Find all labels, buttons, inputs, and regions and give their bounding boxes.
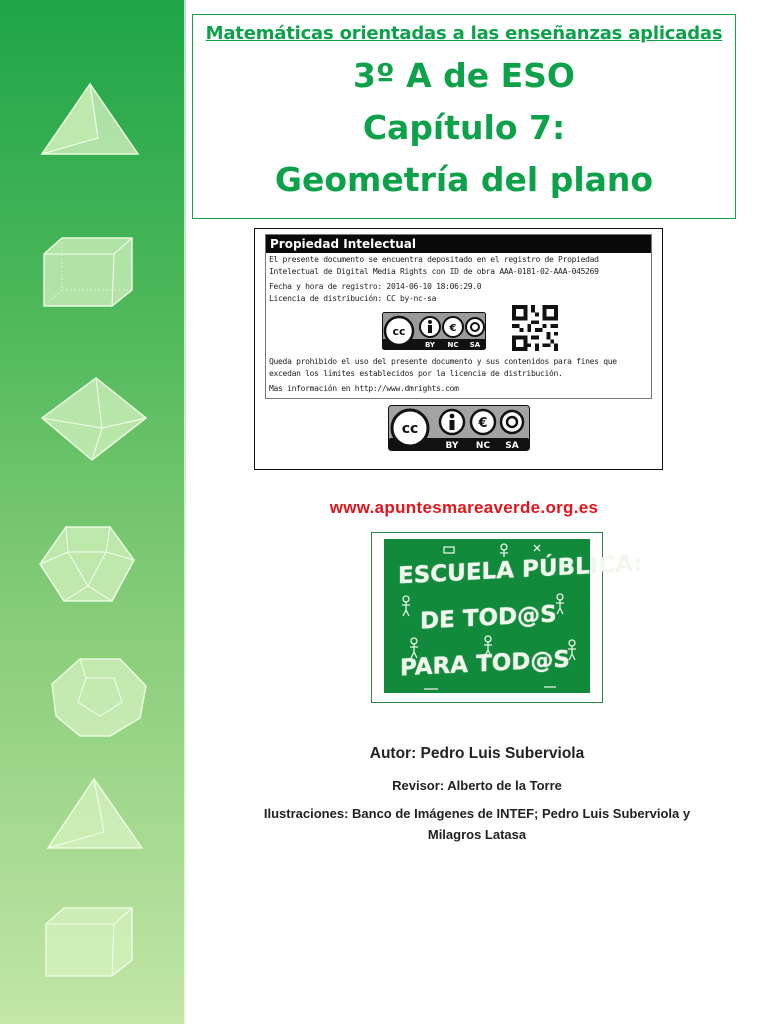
board-line: DE TOD@S	[420, 601, 557, 635]
reviewer-credit: Revisor: Alberto de la Torre	[392, 778, 562, 793]
license-notice: excedan los límites establecidos por la licencia de distribución.	[269, 369, 563, 378]
license-line: Fecha y hora de registro: 2014-06-10 18:06:29.0	[269, 282, 482, 291]
stick-figures-icon	[384, 539, 590, 693]
svg-text:€: €	[478, 416, 488, 431]
license-heading: Propiedad Intelectual	[266, 235, 651, 253]
topic-title: Geometría del plano	[274, 160, 654, 199]
badge-label: NC	[447, 341, 459, 349]
title-box	[192, 14, 736, 219]
chapter-title: Capítulo 7:	[362, 108, 566, 147]
cc-by-nc-sa-small-icon	[382, 312, 486, 350]
board-line: PARA TOD@S	[400, 646, 570, 682]
octahedron-icon	[40, 376, 148, 462]
tetrahedron-icon	[46, 776, 144, 852]
course-title: 3º A de ESO	[353, 56, 575, 95]
license-line: Intelectual de Digital Media Rights con ID de obra AAA-0181-02-AAA-045269	[269, 267, 599, 276]
cube-icon	[44, 904, 136, 978]
book-subtitle: Matemáticas orientadas a las enseñanzas aplicadas	[205, 23, 723, 44]
chalkboard	[384, 539, 643, 693]
illustrations-credit-continued: Milagros Latasa	[427, 827, 527, 842]
license-notice: Queda prohibido el uso del presente documento y sus contenidos para fines que	[269, 357, 617, 366]
cc-by-nc-sa-icon	[388, 405, 530, 451]
license-line: Licencia de distribución: CC by-nc-sa	[269, 294, 437, 303]
svg-text:€: €	[449, 323, 457, 334]
badge-label: BY	[424, 341, 436, 349]
author-credit: Autor: Pedro Luis Suberviola	[369, 745, 585, 762]
badge-label: SA	[505, 441, 519, 451]
tetrahedron-icon	[40, 80, 140, 158]
svg-text:cc: cc	[392, 325, 406, 338]
board-line: ESCUELA PÚBLICA:	[398, 550, 643, 590]
intellectual-property-panel	[265, 234, 652, 399]
badge-label: NC	[475, 441, 491, 451]
svg-text:cc: cc	[401, 421, 419, 437]
illustrations-credit: Ilustraciones: Banco de Imágenes de INTEF; Pedro Luis Suberviola y	[263, 806, 691, 821]
icosahedron-icon	[38, 524, 136, 604]
escuela-publica-image	[371, 532, 643, 703]
license-more-info: Mas información en http://www.dmrights.com	[269, 384, 459, 393]
badge-label: SA	[469, 341, 481, 349]
cube-icon	[42, 234, 136, 308]
website-link[interactable]: www.apuntesmareaverde.org.es	[329, 498, 599, 517]
badge-label: BY	[445, 441, 459, 451]
qr-code-icon	[511, 305, 559, 351]
dodecahedron-icon	[50, 656, 148, 738]
license-box	[254, 228, 663, 470]
license-line: El presente documento se encuentra depositado en el registro de Propiedad	[269, 255, 599, 264]
